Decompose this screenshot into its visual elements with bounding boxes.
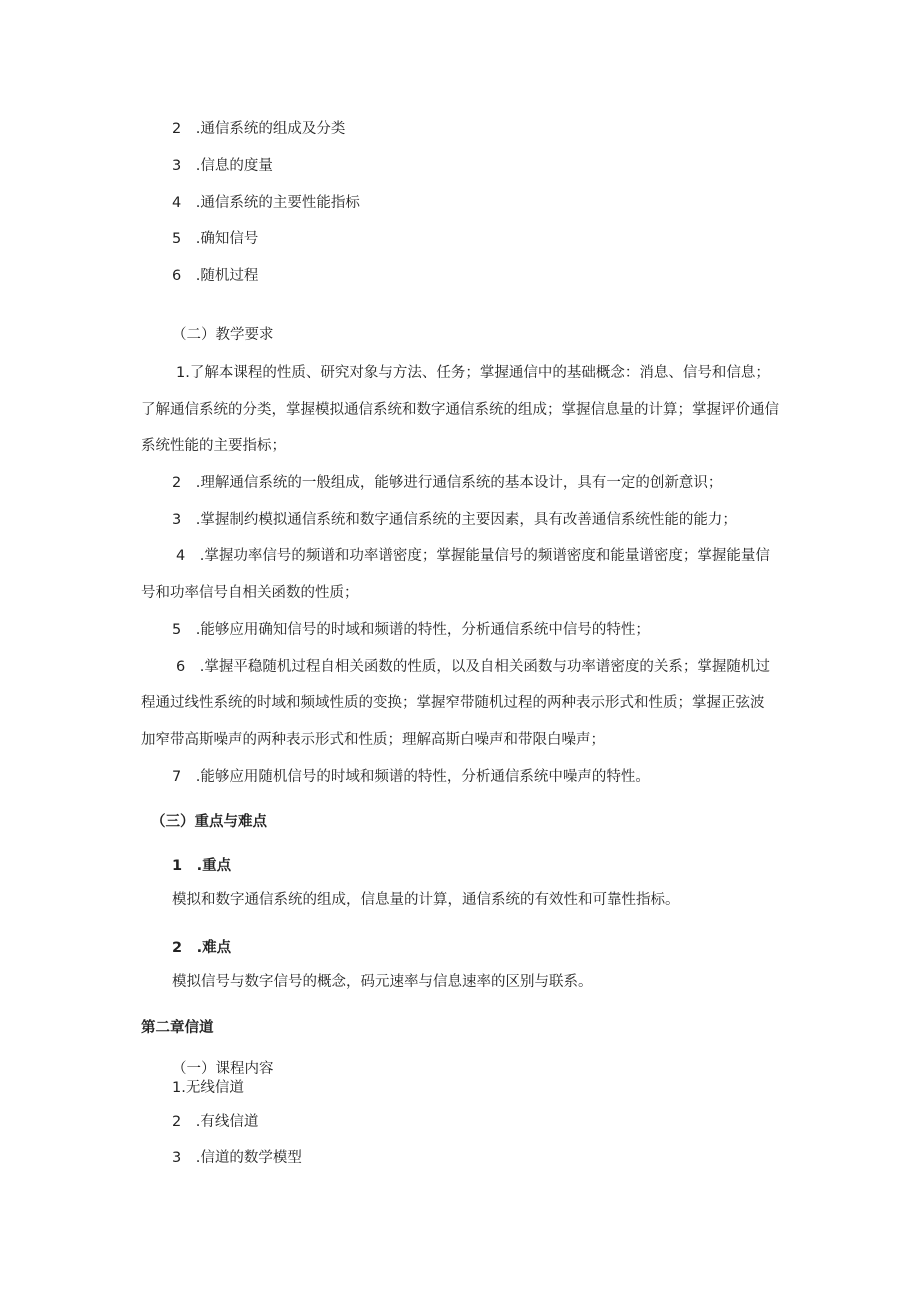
requirement-item-7: 7 .能够应用随机信号的时域和频谱的特性，分析通信系统中噪声的特性。 [172, 769, 650, 785]
requirement-item-6-line: 加窄带高斯噪声的两种表示形式和性质；理解高斯白噪声和带限白噪声； [141, 732, 605, 748]
requirement-item-2: 2 .理解通信系统的一般组成，能够进行通信系统的基本设计，具有一定的创新意识； [172, 475, 723, 491]
content-item: 3 .信道的数学模型 [172, 1150, 302, 1166]
content-item: 1.无线信道 [172, 1080, 244, 1096]
difficult-point-text: 模拟信号与数字信号的概念，码元速率与信息速率的区别与联系。 [172, 974, 593, 990]
content-item: 2 .有线信道 [172, 1114, 259, 1130]
chapter-title: 第二章信道 [141, 1020, 214, 1036]
requirement-item-6-line: 程通过线性系统的时域和频域性质的变换；掌握窄带随机过程的两种表示形式和性质；掌握正弦波 [141, 695, 765, 711]
requirement-item-3: 3 .掌握制约模拟通信系统和数字通信系统的主要因素，具有改善通信系统性能的能力； [172, 512, 737, 528]
key-point-label: 1 .重点 [172, 858, 232, 874]
section-heading-key-points: （三）重点与难点 [151, 814, 267, 830]
section-heading-course-content: （一）课程内容 [172, 1061, 274, 1077]
content-item: 6 .随机过程 [172, 268, 259, 284]
requirement-item-4-line: 4 .掌握功率信号的频谱和功率谱密度；掌握能量信号的频谱密度和能量谱密度；掌握能量信 [176, 548, 770, 564]
requirement-item-1-line: 了解通信系统的分类，掌握模拟通信系统和数字通信系统的组成；掌握信息量的计算；掌握评价通信 [141, 402, 779, 418]
key-point-text: 模拟和数字通信系统的组成，信息量的计算，通信系统的有效性和可靠性指标。 [172, 892, 680, 908]
content-item: 2 .通信系统的组成及分类 [172, 121, 346, 137]
content-item: 5 .确知信号 [172, 231, 259, 247]
requirement-item-1-line: 1.了解本课程的性质、研究对象与方法、任务；掌握通信中的基础概念：消息、信号和信息； [176, 365, 770, 381]
requirement-item-5: 5 .能够应用确知信号的时域和频谱的特性，分析通信系统中信号的特性； [172, 622, 650, 638]
requirement-item-6-line: 6 .掌握平稳随机过程自相关函数的性质，以及自相关函数与功率谱密度的关系；掌握随机过 [176, 659, 770, 675]
content-item: 4 .通信系统的主要性能指标 [172, 195, 360, 211]
content-item: 3 .信息的度量 [172, 158, 273, 174]
requirement-item-4-line: 号和功率信号自相关函数的性质； [141, 585, 359, 601]
difficult-point-label: 2 .难点 [172, 940, 232, 956]
section-heading-teaching-requirements: （二）教学要求 [172, 327, 274, 343]
requirement-item-1-line: 系统性能的主要指标； [141, 438, 286, 454]
